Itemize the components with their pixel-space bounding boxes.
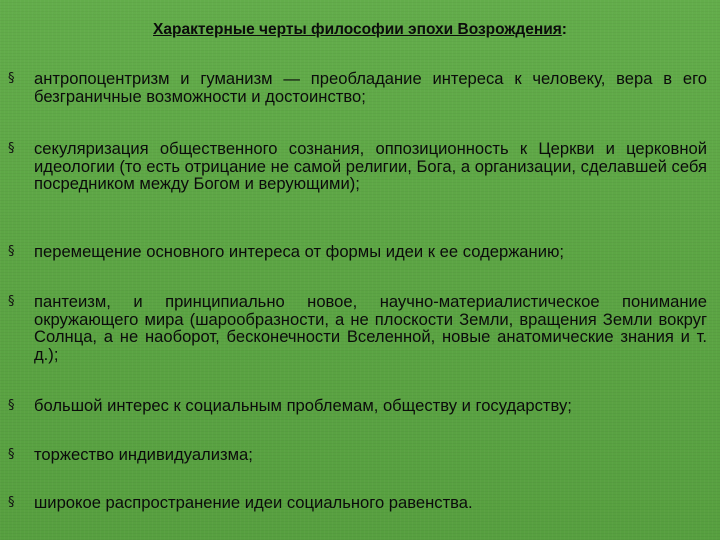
- bullet-marker-icon: §: [8, 141, 15, 156]
- bullet-text: большой интерес к социальным проблемам, обществу и государству;: [34, 396, 572, 415]
- slide-title-text: Характерные черты философии эпохи Возрождения: [153, 21, 562, 38]
- bullet-marker-icon: §: [8, 244, 15, 259]
- bullet-text: пантеизм, и принципиально новое, научно-материалистическое понимание окружающего мира (шарообразности, а не плоскости Земли, вращения Земли вокруг Солнца, а не наоборот, бесконечности Вселенной, новые анатомические знания и т. д.);: [34, 292, 707, 364]
- bullet-marker-icon: §: [8, 495, 15, 510]
- slide-title-colon: :: [561, 21, 567, 38]
- bullet-marker-icon: §: [8, 71, 15, 86]
- bullet-text: торжество индивидуализма;: [34, 445, 253, 464]
- bullet-text: перемещение основного интереса от формы идеи к ее содержанию;: [34, 242, 565, 261]
- bullet-item-form-to-content: [8, 242, 707, 261]
- bullet-item-social-equality: [8, 493, 707, 512]
- bullet-item-individualism: [8, 445, 707, 464]
- bullet-item-pantheism: [8, 292, 707, 364]
- bullet-item-secularization: [8, 139, 707, 193]
- bullet-text: широкое распространение идеи социального равенства.: [34, 493, 473, 512]
- bullet-item-anthropocentrism: [8, 69, 707, 106]
- bullet-item-social-problems: [8, 396, 707, 415]
- bullet-marker-icon: §: [8, 447, 15, 462]
- bullet-marker-icon: §: [8, 294, 15, 309]
- bullet-marker-icon: §: [8, 398, 15, 413]
- bullet-text: антропоцентризм и гуманизм — преобладание интереса к человеку, вера в его безграничные возможности и достоинство;: [34, 69, 707, 106]
- bullet-text: секуляризация общественного сознания, оппозиционность к Церкви и церковной идеологии (то есть отрицание не самой религии, Бога, а организации, сделавшей себя посредником между Богом и верующими);: [34, 139, 707, 193]
